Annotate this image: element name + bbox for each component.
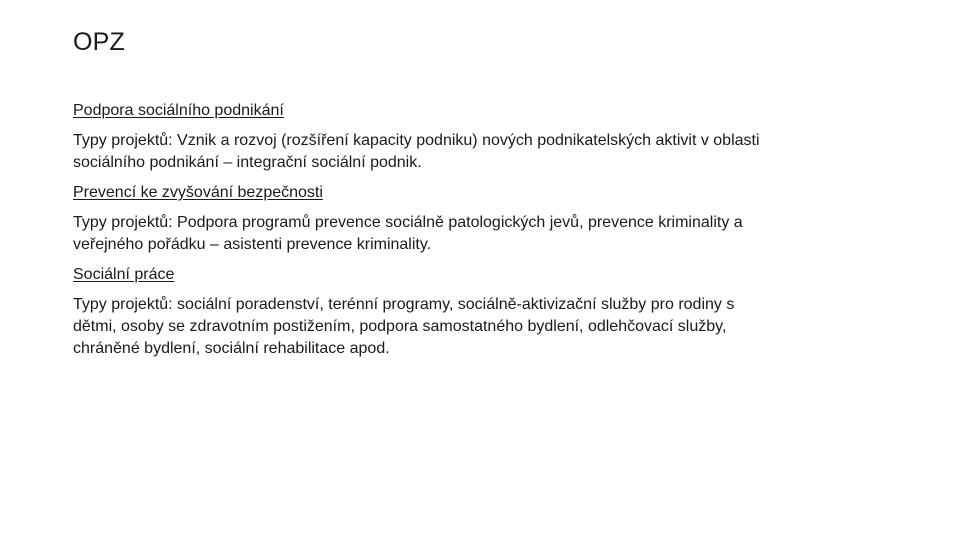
- text-line: veřejného pořádku – asistenti prevence kriminality.: [73, 236, 432, 253]
- text-line: sociálního podnikání – integrační sociální podnik.: [73, 154, 422, 171]
- text-line: Typy projektů: sociální poradenství, terénní programy, sociálně-aktivizační služby pro rodiny s: [73, 296, 735, 313]
- section-heading: Prevencí ke zvyšování bezpečnosti: [73, 184, 323, 201]
- section-text: [73, 212, 873, 256]
- section-safety-prevention: [73, 182, 873, 256]
- slide-title: OPZ: [73, 28, 125, 56]
- slide-content: [73, 100, 873, 368]
- section-social-work: [73, 264, 873, 360]
- section-social-business: [73, 100, 873, 174]
- section-heading: Podpora sociálního podnikání: [73, 102, 284, 119]
- text-line: dětmi, osoby se zdravotním postižením, podpora samostatného bydlení, odlehčovací služby,: [73, 318, 727, 335]
- text-line: Typy projektů: Vznik a rozvoj (rozšíření kapacity podniku) nových podnikatelských aktivit v oblasti: [73, 132, 760, 149]
- text-line: chráněné bydlení, sociální rehabilitace apod.: [73, 340, 390, 357]
- text-line: Typy projektů: Podpora programů prevence sociálně patologických jevů, prevence kriminality a: [73, 214, 743, 231]
- section-text: [73, 294, 873, 360]
- section-heading: Sociální práce: [73, 266, 175, 283]
- section-text: [73, 130, 873, 174]
